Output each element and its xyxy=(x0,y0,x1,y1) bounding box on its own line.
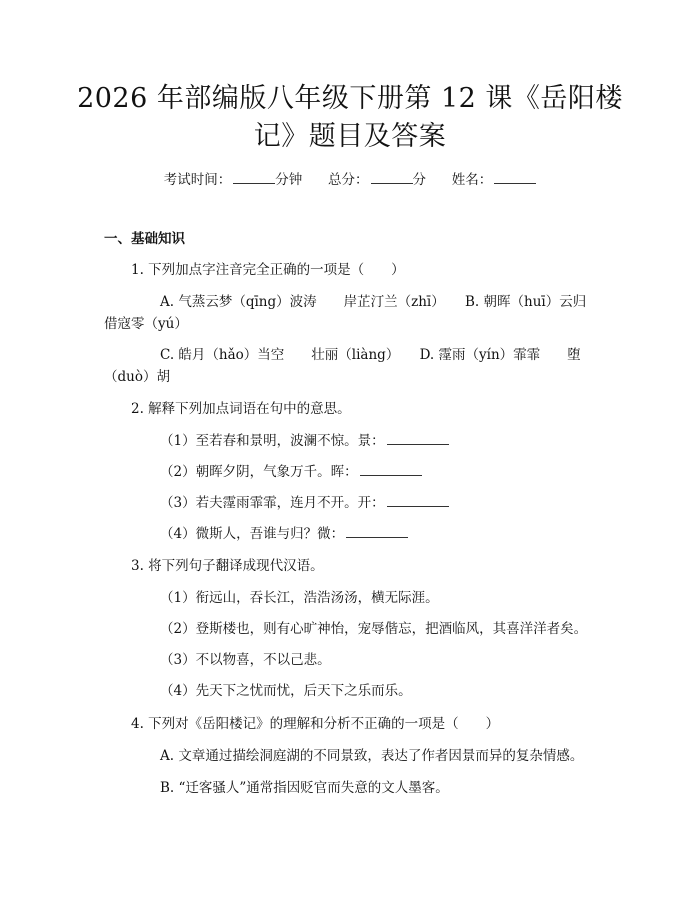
question-1-options-cd-wrap: （duò）胡 xyxy=(104,369,170,385)
answer-blank[interactable] xyxy=(387,492,449,507)
question-1-options-ab-wrap: 借寇零（yú） xyxy=(104,316,188,332)
score-unit: 分 xyxy=(412,172,426,188)
section-heading: 一、基础知识 xyxy=(104,231,185,247)
document-title xyxy=(70,80,630,156)
question-1-options-ab: A. 气蒸云梦（qīng）波涛 岸芷汀兰（zhī） B. 朝晖（huī）云归 xyxy=(160,294,587,310)
question-3-item-2: （2）登斯楼也，则有心旷神怡，宠辱偕忘，把酒临风，其喜洋洋者矣。 xyxy=(160,621,588,637)
question-2-item-2-text: （2）朝晖夕阴，气象万千。晖： xyxy=(160,464,358,480)
question-2-item-2 xyxy=(160,461,422,483)
time-label: 考试时间： xyxy=(163,172,232,188)
name-label: 姓名： xyxy=(451,172,493,188)
title-line-2: 记》题目及答案 xyxy=(253,121,447,152)
question-3-stem: 3. 将下列句子翻译成现代汉语。 xyxy=(131,558,324,574)
question-2-item-3-text: （3）若夫霪雨霏霏，连月不开。开： xyxy=(160,495,385,511)
score-label: 总分： xyxy=(328,172,369,188)
question-1-stem: 1. 下列加点字注音完全正确的一项是（ ） xyxy=(131,262,405,278)
time-blank[interactable] xyxy=(233,169,275,184)
time-unit: 分钟 xyxy=(275,172,303,188)
question-4-option-a: A. 文章通过描绘洞庭湖的不同景致，表达了作者因景而异的复杂情感。 xyxy=(160,748,584,764)
question-3-item-1: （1）衔远山，吞长江，浩浩汤汤，横无际涯。 xyxy=(160,590,439,606)
question-4-option-b: B. “迁客骚人”通常指因贬官而失意的文人墨客。 xyxy=(160,780,449,796)
question-3-item-4: （4）先天下之忧而忧，后天下之乐而乐。 xyxy=(160,683,412,699)
question-3-item-3: （3）不以物喜，不以己悲。 xyxy=(160,652,331,668)
question-2-item-4-text: （4）微斯人，吾谁与归？微： xyxy=(160,526,345,542)
question-1-options-cd: C. 皓月（hǎo）当空 壮丽（liàng） D. 霪雨（yín）霏霏 堕 xyxy=(160,347,581,363)
name-blank[interactable] xyxy=(494,169,536,184)
title-line-1: 2026 年部编版八年级下册第 12 课《岳阳楼 xyxy=(77,83,623,114)
answer-blank[interactable] xyxy=(360,461,422,476)
exam-meta-line xyxy=(0,168,700,188)
score-blank[interactable] xyxy=(371,169,413,184)
question-4-stem: 4. 下列对《岳阳楼记》的理解和分析不正确的一项是（ ） xyxy=(131,716,500,732)
answer-blank[interactable] xyxy=(346,523,408,538)
question-2-item-1 xyxy=(160,430,449,452)
answer-blank[interactable] xyxy=(387,430,449,445)
question-2-item-1-text: （1）至若春和景明，波澜不惊。景： xyxy=(160,433,385,449)
question-2-stem: 2. 解释下列加点词语在句中的意思。 xyxy=(131,401,351,417)
question-2-item-4 xyxy=(160,523,408,545)
question-2-item-3 xyxy=(160,492,449,514)
